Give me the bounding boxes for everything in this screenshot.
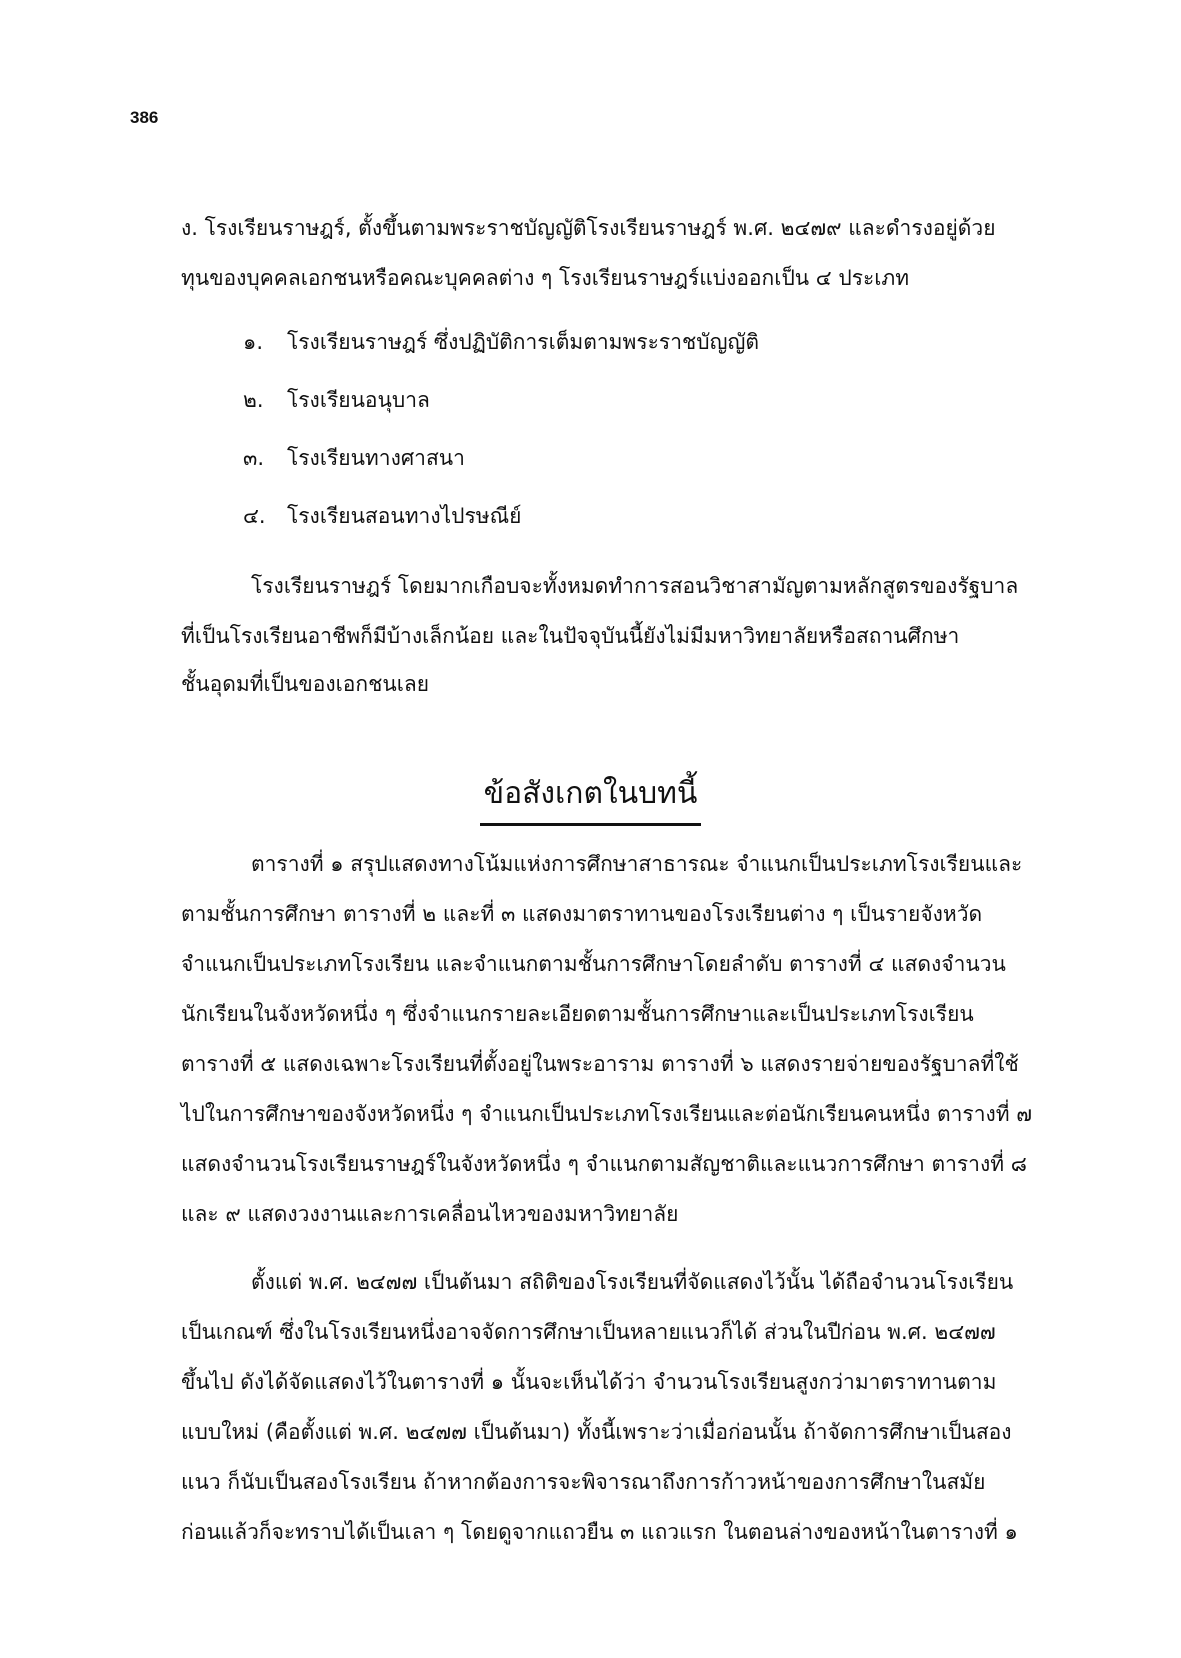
list-item-label: โรงเรียนราษฎร์ ซึ่งปฏิบัติการเต็มตามพระราชบัญญัติ (287, 330, 759, 354)
list-item (243, 500, 521, 533)
text-line: แบบใหม่ (คือตั้งแต่ พ.ศ. ๒๔๗๗ เป็นต้นมา) ทั้งนี้เพราะว่าเมื่อก่อนนั้น ถ้าจัดการศึกษาเป็นสอง (181, 1420, 1012, 1444)
text-line: ตารางที่ ๑ สรุปแสดงทางโน้มแห่งการศึกษาสาธารณะ จำแนกเป็นประเภทโรงเรียนและ (251, 852, 1023, 876)
list-item-number: ๓. (243, 446, 265, 470)
page-number: 386 (130, 108, 159, 127)
list-item-label: โรงเรียนทางศาสนา (287, 446, 465, 470)
list-item-number: ๑. (243, 330, 264, 354)
text-line: และ ๙ แสดงวงงานและการเคลื่อนไหวของมหาวิทยาลัย (181, 1202, 679, 1226)
list-item (243, 326, 759, 359)
section-heading-text: ข้อสังเกตในบทนี้ (480, 770, 702, 826)
list-item-label: โรงเรียนสอนทางไปรษณีย์ (287, 504, 522, 528)
text-line: แนว ก็นับเป็นสองโรงเรียน ถ้าหากต้องการจะพิจารณาถึงการก้าวหน้าของการศึกษาในสมัย (181, 1470, 986, 1494)
text-line: ทุนของบุคคลเอกชนหรือคณะบุคคลต่าง ๆ โรงเรียนราษฎร์แบ่งออกเป็น ๔ ประเภท (181, 266, 910, 290)
text-line: ง. โรงเรียนราษฎร์, ตั้งขึ้นตามพระราชบัญญัติโรงเรียนราษฎร์ พ.ศ. ๒๔๗๙ และดำรงอยู่ด้วย (181, 216, 996, 240)
list-item (243, 384, 430, 417)
list-item-label: โรงเรียนอนุบาล (287, 388, 430, 412)
text-line: ขึ้นไป ดังได้จัดแสดงไว้ในตารางที่ ๑ นั้นจะเห็นได้ว่า จำนวนโรงเรียนสูงกว่ามาตราทานตาม (181, 1370, 997, 1394)
text-line: โรงเรียนราษฎร์ โดยมากเกือบจะทั้งหมดทำการสอนวิชาสามัญตามหลักสูตรของรัฐบาล (251, 574, 1019, 598)
text-line: แสดงจำนวนโรงเรียนราษฎร์ในจังหวัดหนึ่ง ๆ จำแนกตามสัญชาติและแนวการศึกษา ตารางที่ ๘ (181, 1152, 1027, 1176)
text-line: จำแนกเป็นประเภทโรงเรียน และจำแนกตามชั้นการศึกษาโดยลำดับ ตารางที่ ๔ แสดงจำนวน (181, 952, 1006, 976)
text-line: ตั้งแต่ พ.ศ. ๒๔๗๗ เป็นต้นมา สถิติของโรงเรียนที่จัดแสดงไว้นั้น ได้ถือจำนวนโรงเรียน (251, 1270, 1014, 1294)
list-item-number: ๒. (243, 388, 264, 412)
text-line: ก่อนแล้วก็จะทราบได้เป็นเลา ๆ โดยดูจากแถวยืน ๓ แถวแรก ในตอนล่างของหน้าในตารางที่ ๑ (181, 1520, 1018, 1544)
text-line: ตารางที่ ๕ แสดงเฉพาะโรงเรียนที่ตั้งอยู่ในพระอาราม ตารางที่ ๖ แสดงรายจ่ายของรัฐบาลที่ใช้ (181, 1052, 1019, 1076)
section-heading (0, 770, 1181, 826)
text-line: ที่เป็นโรงเรียนอาชีพก็มีบ้างเล็กน้อย และในปัจจุบันนี้ยังไม่มีมหาวิทยาลัยหรือสถานศึกษา (181, 624, 960, 648)
text-line: ไปในการศึกษาของจังหวัดหนึ่ง ๆ จำแนกเป็นประเภทโรงเรียนและต่อนักเรียนคนหนึ่ง ตารางที่ ๗ (181, 1102, 1033, 1126)
text-line: เป็นเกณฑ์ ซึ่งในโรงเรียนหนึ่งอาจจัดการศึกษาเป็นหลายแนวก็ได้ ส่วนในปีก่อน พ.ศ. ๒๔๗๗ (181, 1320, 996, 1344)
list-item (243, 442, 465, 475)
list-item-number: ๔. (243, 504, 266, 528)
text-line: ตามชั้นการศึกษา ตารางที่ ๒ และที่ ๓ แสดงมาตราทานของโรงเรียนต่าง ๆ เป็นรายจังหวัด (181, 902, 983, 926)
text-line: ชั้นอุดมที่เป็นของเอกชนเลย (181, 672, 430, 696)
text-line: นักเรียนในจังหวัดหนึ่ง ๆ ซึ่งจำแนกรายละเอียดตามชั้นการศึกษาและเป็นประเภทโรงเรียน (181, 1002, 974, 1026)
